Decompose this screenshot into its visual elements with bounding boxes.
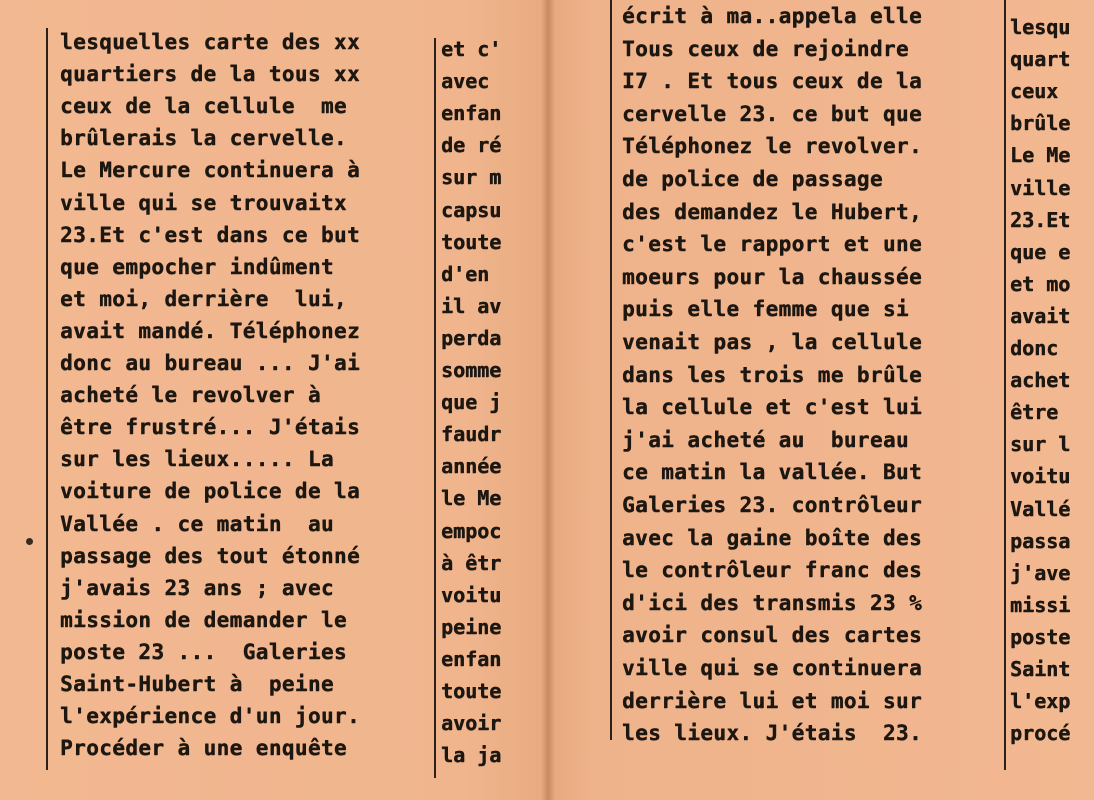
right-narrow-line: ceux: [1010, 79, 1059, 104]
left-page-outer-rule: [46, 28, 48, 770]
left-narrow-line: avoir: [441, 711, 502, 736]
right-narrow-line: 23.Et: [1010, 207, 1071, 232]
right-narrow-line: poste: [1010, 624, 1071, 649]
right-narrow-line: brûle: [1010, 111, 1071, 136]
right-main-line: j'ai acheté au bureau: [622, 427, 909, 452]
right-page: [549, 0, 1094, 800]
left-main-line: quartiers de la tous xx: [60, 62, 360, 87]
right-narrow-line: missi: [1010, 592, 1071, 617]
right-main-line: cervelle 23. ce but que: [622, 101, 922, 126]
right-narrow-line: achet: [1010, 368, 1071, 393]
left-narrow-line: peine: [441, 614, 502, 639]
left-narrow-line: avec: [441, 69, 490, 94]
right-narrow-line: j'ave: [1010, 560, 1071, 585]
right-main-line: des demandez le Hubert,: [622, 199, 922, 224]
right-main-line: avoir consul des cartes: [622, 623, 922, 648]
left-main-line: avait mandé. Téléphonez: [60, 318, 360, 343]
left-main-line: Saint-Hubert à peine: [60, 672, 334, 696]
right-main-line: venait pas , la cellule: [622, 330, 922, 354]
left-main-line: être frustré... J'étais: [60, 415, 360, 440]
right-narrow-line: avait: [1010, 303, 1071, 328]
left-narrow-line: faudr: [441, 422, 502, 447]
right-narrow-line: procé: [1010, 721, 1071, 746]
left-narrow-line: toute: [441, 229, 502, 254]
left-narrow-line: année: [441, 454, 502, 479]
right-main-line: ce matin la vallée. But: [622, 460, 922, 485]
right-narrow-line: Vallé: [1010, 496, 1071, 521]
left-main-line: mission de demander le: [60, 607, 347, 632]
right-narrow-line: passa: [1010, 528, 1071, 553]
book-gutter: [541, 0, 555, 800]
left-main-line: passage des tout étonné: [60, 543, 360, 568]
right-narrow-line: que e: [1010, 239, 1071, 264]
left-narrow-line: sur m: [441, 165, 502, 190]
right-main-line: Téléphonez le revolver.: [622, 134, 922, 159]
right-main-line: écrit à ma..appela elle: [622, 4, 922, 28]
right-main-line: I7 . Et tous ceux de la: [622, 69, 922, 94]
right-main-line: le contrôleur franc des: [622, 558, 922, 583]
left-narrow-line: capsu: [441, 197, 502, 222]
left-narrow-line: de ré: [441, 133, 502, 158]
left-main-line: voiture de police de la: [60, 479, 360, 504]
left-narrow-line: la ja: [441, 743, 502, 768]
right-main-line: Tous ceux de rejoindre: [622, 36, 909, 61]
right-narrow-line: l'exp: [1010, 689, 1071, 714]
left-narrow-line: le Me: [441, 486, 502, 511]
left-main-line: acheté le revolver à: [60, 383, 321, 408]
left-page-column-divider: [434, 38, 436, 778]
right-main-line: avec la gaine boîte des: [622, 525, 922, 550]
right-page-column-divider: [1004, 0, 1006, 770]
left-main-line: donc au bureau ... J'ai: [60, 351, 360, 375]
right-page-narrow-column: [1010, 0, 1094, 800]
right-page-main-column: [622, 0, 1002, 800]
right-narrow-line: Saint: [1010, 657, 1071, 681]
left-main-line: l'expérience d'un jour.: [60, 704, 360, 729]
left-main-line: 23.Et c'est dans ce but: [60, 222, 360, 247]
left-narrow-line: somme: [441, 358, 502, 382]
left-main-line: Le Mercure continuera à: [60, 158, 360, 183]
right-main-line: Galeries 23. contrôleur: [622, 493, 922, 517]
left-main-line: j'avais 23 ans ; avec: [60, 575, 334, 600]
left-narrow-line: toute: [441, 679, 502, 703]
right-main-line: moeurs pour la chaussée: [622, 264, 922, 289]
right-narrow-line: sur l: [1010, 432, 1071, 457]
left-narrow-line: à êtr: [441, 550, 502, 575]
left-page-main-column: [60, 0, 432, 800]
right-narrow-line: être: [1010, 400, 1059, 425]
left-narrow-line: enfan: [441, 101, 502, 126]
left-main-line: et moi, derrière lui,: [60, 286, 347, 311]
left-narrow-line: que j: [441, 390, 502, 415]
right-page-outer-rule: [610, 0, 612, 740]
right-narrow-line: Le Me: [1010, 143, 1071, 168]
left-main-line: lesquelles carte des xx: [60, 30, 360, 54]
left-narrow-line: perda: [441, 325, 502, 350]
right-main-line: la cellule et c'est lui: [622, 395, 922, 420]
right-narrow-line: donc: [1010, 336, 1059, 360]
right-narrow-line: voitu: [1010, 464, 1071, 489]
right-main-line: derrière lui et moi sur: [622, 688, 922, 713]
right-main-line: puis elle femme que si: [622, 297, 909, 322]
left-main-line: sur les lieux..... La: [60, 447, 334, 472]
left-narrow-line: et c': [441, 37, 502, 61]
right-narrow-line: ville: [1010, 175, 1071, 200]
left-narrow-line: enfan: [441, 646, 502, 671]
left-main-line: poste 23 ... Galeries: [60, 639, 347, 664]
right-narrow-line: et mo: [1010, 271, 1071, 296]
left-narrow-line: il av: [441, 293, 502, 318]
left-main-line: Procéder à une enquête: [60, 736, 347, 761]
right-narrow-line: lesqu: [1010, 15, 1071, 39]
right-main-line: d'ici des transmis 23 %: [622, 590, 922, 615]
right-main-line: dans les trois me brûle: [622, 362, 922, 387]
ink-speck: [26, 538, 33, 545]
left-main-line: ville qui se trouvaitx: [60, 190, 347, 215]
left-main-line: Vallée . ce matin au: [60, 511, 334, 536]
right-narrow-line: quart: [1010, 47, 1071, 72]
left-narrow-line: d'en: [441, 261, 490, 286]
left-main-line: brûlerais la cervelle.: [60, 126, 347, 151]
right-main-line: c'est le rapport et une: [622, 232, 922, 257]
left-main-line: que empocher indûment: [60, 254, 334, 279]
left-narrow-line: empoc: [441, 518, 502, 543]
left-narrow-line: voitu: [441, 582, 502, 607]
right-main-line: ville qui se continuera: [622, 656, 922, 680]
right-main-line: de police de passage: [622, 167, 883, 191]
right-main-line: les lieux. J'étais 23.: [622, 721, 922, 746]
left-page-narrow-column: [441, 0, 541, 800]
left-main-line: ceux de la cellule me: [60, 94, 347, 119]
